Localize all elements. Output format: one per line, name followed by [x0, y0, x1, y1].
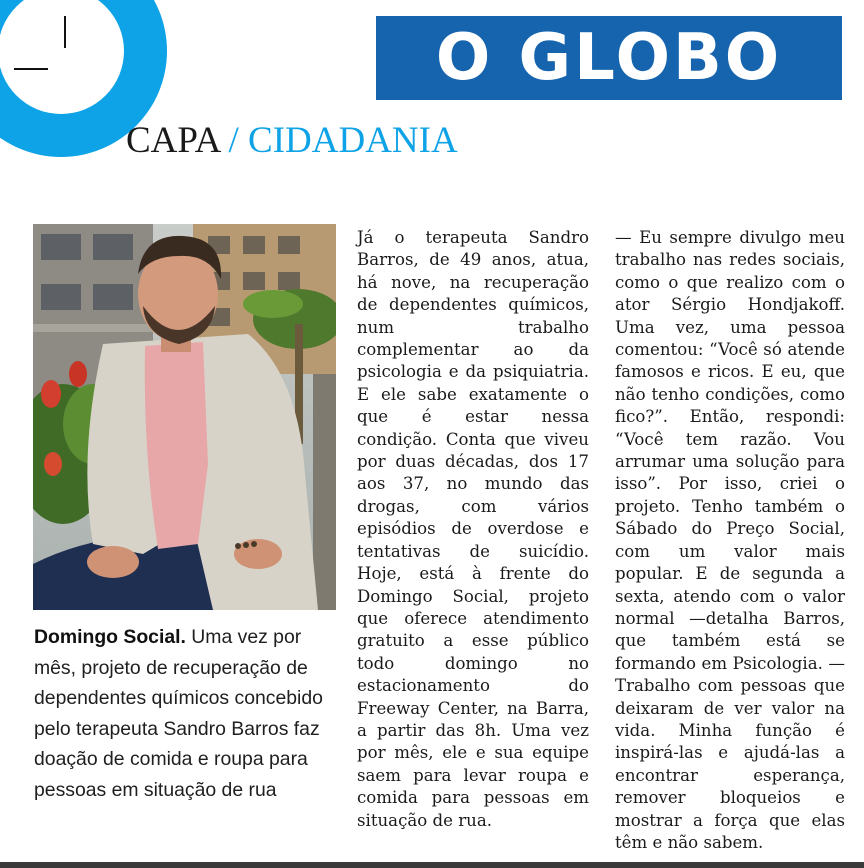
clock-tick-horizontal: [14, 68, 48, 70]
article-column-2: Já o terapeuta Sandro Barros, de 49 anos, atua, há nove, na recuperação de dependentes químicos, num trabalho complementar ao da psicologia e da psiquiatria. E ele sabe exatamente o que é estar nessa condição. Conta que viveu por duas décadas, dos 17 aos 37, no mundo das drogas, com vários episódios de overdose e tentativas de suicídio. Hoje, está à frente do Domingo Social, projeto que oferece atendimento gratuito a esse público todo domingo no estacionamento do Freeway Center, na Barra, a partir das 8h. Uma vez por mês, ele e sua equipe saem para levar roupa e comida para pessoas em situação de rua.: [357, 228, 589, 830]
masthead-logo: [376, 16, 842, 100]
bottom-rule: [0, 862, 864, 868]
caption-text: Uma vez por mês, projeto de recuperação de dependentes químicos concebido pelo terapeuta Sandro Barros faz doação de comida e roupa para pessoas em situação de rua: [34, 626, 323, 801]
masthead-title: O GLOBO: [435, 21, 783, 95]
section-primary: CAPA: [126, 120, 220, 161]
caption-lead: Domingo Social.: [34, 626, 186, 648]
clock-tick-vertical: [64, 16, 66, 48]
article-photo: [33, 224, 336, 610]
photo-illustration: [33, 224, 336, 610]
photo-caption: [34, 622, 334, 805]
section-heading: [126, 122, 458, 159]
section-separator: /: [228, 120, 239, 161]
section-secondary: CIDADANIA: [248, 120, 458, 161]
article-column-3: — Eu sempre divulgo meu trabalho nas redes sociais, como o que realizo com o ator Sérgio Hondjakoff. Uma vez, uma pessoa comentou: “Você só atende famosos e ricos. E eu, que não tenho condições, como fico?”. Então, respondi: “Você tem razão. Vou arrumar uma solução para isso”. Por isso, criei o projeto. Tenho também o Sábado do Preço Social, com um valor mais popular. E de segunda a sexta, atendo com o valor normal —detalha Barros, que também está se formando em Psicologia. — Trabalho com pessoas que deixaram de ver valor na vida. Minha função é inspirá-las e ajudá-las a encontrar esperança, remover bloqueios e mostrar a força que elas têm e não sabem.: [615, 228, 845, 852]
